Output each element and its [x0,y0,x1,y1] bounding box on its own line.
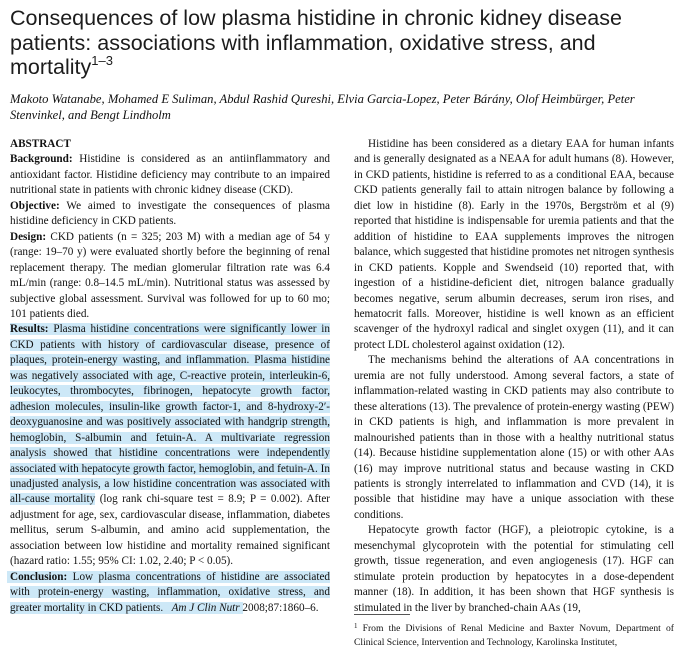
conclusion-text: Low plasma concentrations of histidine are associated with protein-energy wasting, inflammation, oxidative stress, and greater mortality in CKD patients. [10,570,331,614]
footnote-divider [354,614,410,615]
citation-journal: Am J Clin Nutr [171,601,240,614]
author-list: Makoto Watanabe, Mohamed E Suliman, Abdul Rashid Qureshi, Elvia Garcia-Lopez, Peter Bárány, Olof Heimbürger, Peter Stenvinkel, and Bengt Lindholm [10,92,635,122]
results-label: Results: [10,323,49,336]
abstract-heading: ABSTRACT [10,138,71,150]
title-text: Consequences of low plasma histidine in chronic kidney disease patients: associations with inflammation, oxidative stress, and mortality [10,6,622,79]
body-paragraph-3: Hepatocyte growth factor (HGF), a pleiotropic cytokine, is a mesenchymal glycoprotein with the potential for stimulating cell growth, tissue regeneration, and even angiogenesis (17). HGF can stimulate protein production by hepatocytes in a dose-dependent manner (18). In addition, it has been shown that HGF synthesis is stimulated in the liver by branched-chain AAs (19, [354,524,674,614]
results-highlighted-text: Plasma histidine concentrations were significantly lower in CKD patients with history of cardiovascular disease, presence of plaques, protein-energy wasting, and inflammation. Plasma histidine was negatively associated with age, C-reactive protein, interleukin-6, leukocytes, thrombocytes, fibrinogen, hepatocyte growth factor, adhesion molecules, insulin-like growth factor-1, and 8-hydroxy-2′-deoxyguanosine and was positively associated with handgrip strength, hemoglobin, S-albumin and fetuin-A. A multivariate regression analysis showed that histidine concentrations were independently associated with hepatocyte growth factor, hemoglobin, and fetuin-A. In unadjusted analysis, a low histidine concentration was associated with all-cause mortality [10,323,330,506]
body-paragraph-1: Histidine has been considered as a dietary EAA for human infants and is generally designated as a NEAA for adult humans (8). However, in CKD patients, histidine is referred to as a conditional EAA, because CKD patients generally fail to attain nitrogen balance by following a diet low in histidine (8). Early in the 1970s, Bergström et al (9) reported that histidine is indispensable for uremia patients and that the addition of histidine to EAA supplements improves the nitrogen balance, which suggested that histidine promotes net nitrogen synthesis in CKD patients. Kopple and Swendseid (10) reported that, with ingestion of a histidine-deficient diet, nitrogen balance gradually becomes negative, serum albumin decreases, serum iron rises, and hematocrit falls. Moreover, histidine is well known as an efficient scavenger of the hydroxyl radical and singlet oxygen (11), and it can protect LDL cholesterol against oxidation (12). [354,138,674,351]
title-reference-marks: 1–3 [91,53,113,68]
abstract-column [10,137,330,616]
body-paragraph-2: The mechanisms behind the alterations of AA concentrations in uremia are not fully understood. Among several factors, a state of inflammation-related wasting in CKD patients may also contribute to these alterations (13). The prevalence of protein-energy wasting (PEW) in CKD patients is high, and inflammation is more prevalent in malnourished patients than in those with a healthy nutritional status (14). Because histidine supplementation alone (15) or with other AAs (16) may improve nutritional status and because wasting in CKD patients is strongly interrelated to inflammation and CVD (14), it is possible that histidine may have a unique association with these conditions. [354,354,674,521]
design-text: CKD patients (n = 325; 203 M) with a median age of 54 y (range: 19–70 y) were evaluated shortly before the beginning of renal replacement therapy. The median glomerular filtration rate was 6.4 mL/min (range: 0.8–14.5 mL/min). Nutritional status was assessed by subjective global assessment. Survival was followed for up to 60 mo; 101 patients died. [10,230,330,320]
design-label: Design: [10,230,47,243]
footnote-marker: 1 [354,622,358,630]
abstract-design [10,230,330,323]
background-label: Background: [10,153,73,166]
abstract-results [10,322,330,569]
objective-text: We aimed to investigate the consequences of plasma histidine deficiency in CKD patients. [10,199,330,228]
article-title [10,6,678,80]
footnote-text: From the Divisions of Renal Medicine and Baxter Novum, Department of Clinical Science, Intervention and Technology, Karolinska Institutet, [354,623,674,648]
citation-details: 2008;87:1860–6. [239,601,319,614]
conclusion-label: Conclusion: [10,570,68,583]
objective-label: Objective: [10,199,60,212]
introduction-column [354,137,674,616]
abstract-conclusion [10,570,330,616]
results-text: (log rank chi-square test = 8.9; P = 0.002). After adjustment for age, sex, cardiovascular disease, inflammation, diabetes mellitus, serum S-albumin, and amino acid supplementation, the association between low histidine and mortality remained significant (hazard ratio: 1.55; 95% CI: 1.02, 2.40; P < 0.05). [10,493,331,568]
affiliation-footnote [354,622,674,650]
background-text: Histidine is considered as an antiinflammatory and antioxidant factor. Histidine deficiency may contribute to an impaired nutritional state in patients with chronic kidney disease (CKD). [10,153,331,197]
abstract-objective [10,199,330,230]
abstract-background [10,152,330,198]
